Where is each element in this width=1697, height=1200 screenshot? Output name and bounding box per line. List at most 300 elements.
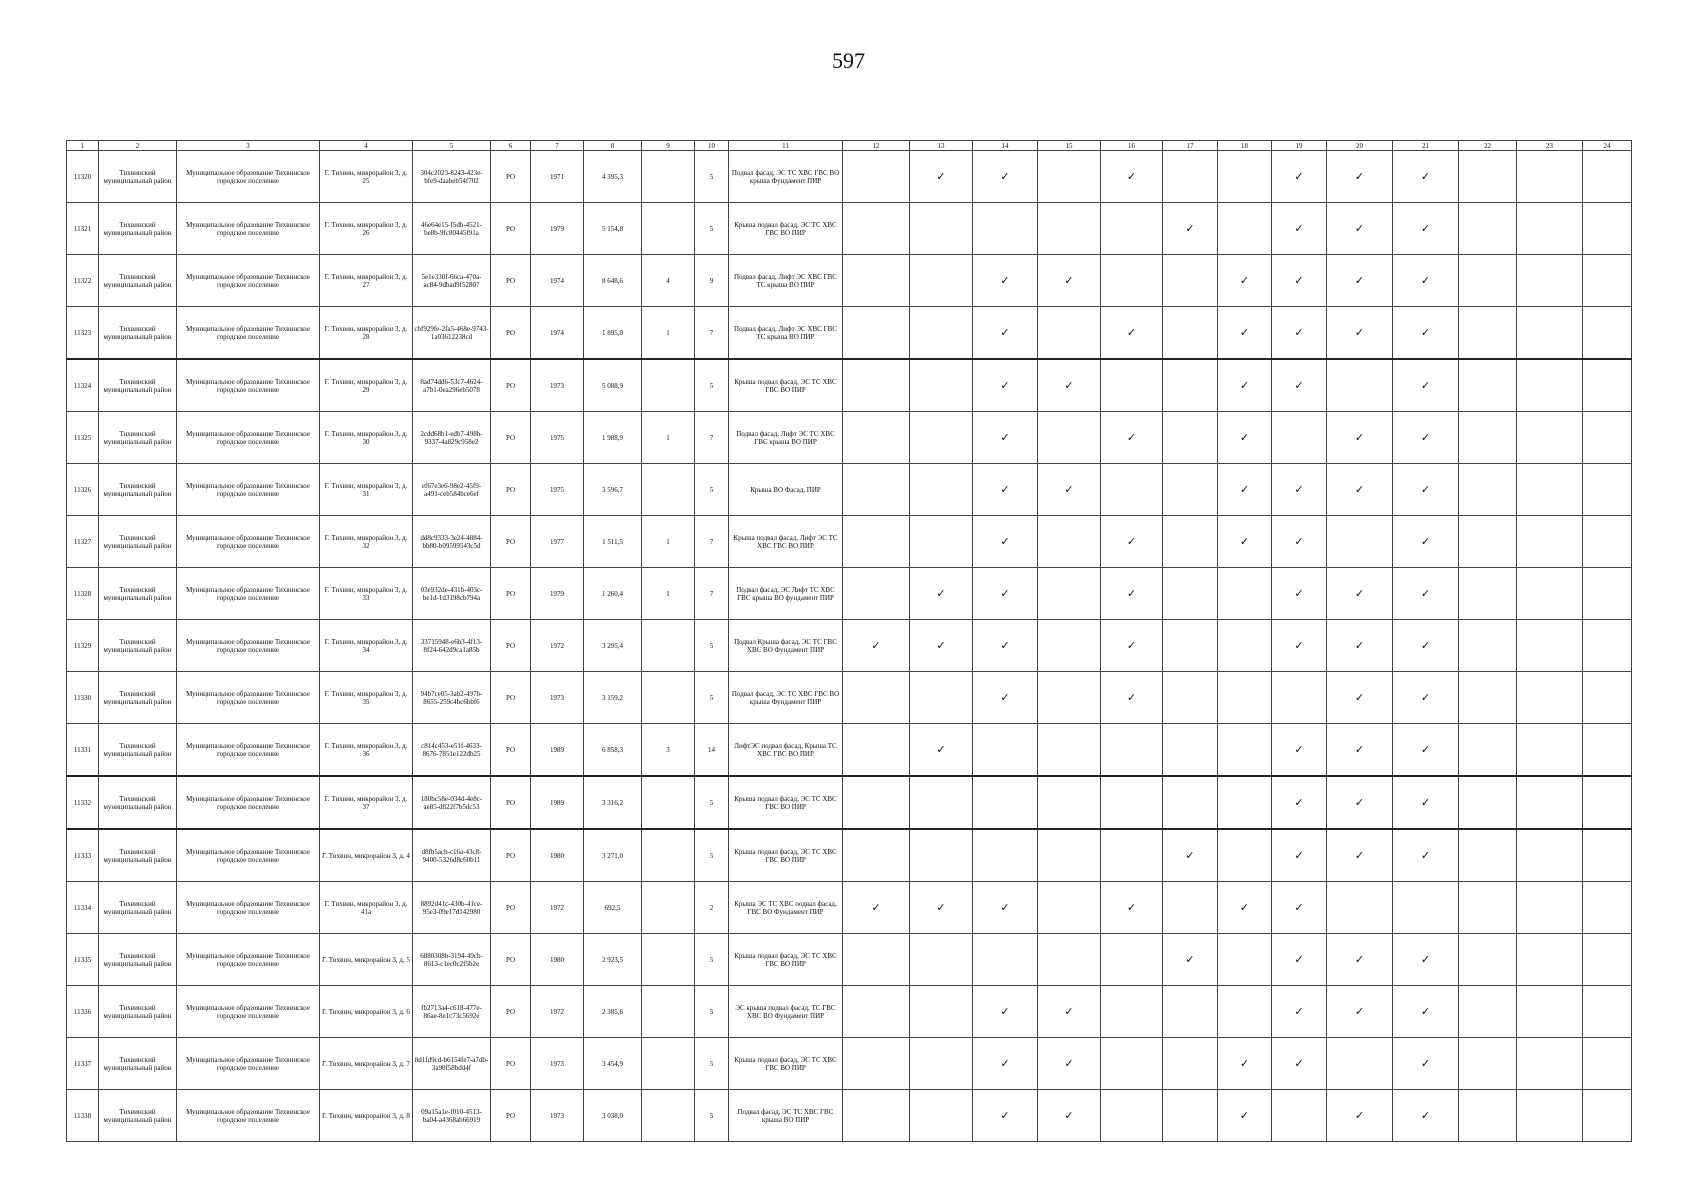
check-mark-icon: ✓ [1272, 882, 1327, 934]
table-cell-empty [1038, 516, 1101, 568]
table-cell: 11321 [67, 203, 99, 255]
check-mark-icon: ✓ [1038, 1090, 1101, 1142]
check-mark-icon: ✓ [1272, 151, 1327, 203]
table-cell-empty [1163, 151, 1218, 203]
table-cell-empty [1218, 934, 1272, 986]
table-cell: Муниципальное образование Тихвинское городское поселение [177, 412, 320, 464]
table-cell: 5 [695, 776, 729, 829]
table-cell-empty [1517, 934, 1583, 986]
table-cell-empty [910, 464, 973, 516]
table-cell-empty [1583, 1090, 1632, 1142]
table-cell: Тихвинский муниципальный район [99, 776, 177, 829]
check-mark-icon: ✓ [1393, 776, 1459, 829]
table-cell-empty [1101, 1038, 1163, 1090]
table-cell: Крыша подвал фасад, Лифт ЭС ТС ХВС ГВС ВО ПИР [729, 516, 843, 568]
table-cell: Подвал фасад, ЭС ТС ХВС ГВС ВО крыша Фундамент ПИР [729, 672, 843, 724]
table-cell: 180bc58e-034d-4e8c-ae85-d822f7b5dc53 [413, 776, 491, 829]
table-cell-empty [1517, 516, 1583, 568]
table-cell: 5 [695, 1090, 729, 1142]
table-cell: 3 038,0 [584, 1090, 642, 1142]
table-cell: 11336 [67, 986, 99, 1038]
check-mark-icon: ✓ [1327, 986, 1393, 1038]
table-cell: 11333 [67, 829, 99, 882]
table-cell-empty [1517, 412, 1583, 464]
table-cell: Г. Тихвин, микрорайон 3, д. 35 [320, 672, 413, 724]
table-cell: Г. Тихвин, микрорайон 3, д. 26 [320, 203, 413, 255]
table-cell: 03e932de-431b-403c-be1d-1d3198cb794a [413, 568, 491, 620]
table-cell: Муниципальное образование Тихвинское городское поселение [177, 1090, 320, 1142]
table-cell-empty [1459, 1090, 1517, 1142]
table-cell-empty [843, 464, 910, 516]
check-mark-icon: ✓ [1038, 255, 1101, 307]
table-cell-empty [1583, 934, 1632, 986]
check-mark-icon: ✓ [973, 620, 1038, 672]
table-cell-empty [1583, 1038, 1632, 1090]
check-mark-icon: ✓ [1272, 986, 1327, 1038]
table-row [67, 151, 1632, 203]
table-cell-empty [910, 203, 973, 255]
table-cell-empty [843, 1038, 910, 1090]
table-cell: 1 260,4 [584, 568, 642, 620]
table-cell: Тихвинский муниципальный район [99, 672, 177, 724]
check-mark-icon: ✓ [1038, 986, 1101, 1038]
table-cell: Муниципальное образование Тихвинское городское поселение [177, 151, 320, 203]
column-number: 22 [1459, 141, 1517, 151]
table-row [67, 255, 1632, 307]
table-cell-empty [1517, 882, 1583, 934]
table-cell-empty [1163, 986, 1218, 1038]
table-row [67, 412, 1632, 464]
table-cell: 11335 [67, 934, 99, 986]
register-table [66, 140, 1632, 1142]
table-cell: Муниципальное образование Тихвинское городское поселение [177, 359, 320, 412]
table-cell: РО [491, 307, 531, 360]
column-number: 10 [695, 141, 729, 151]
table-cell: РО [491, 359, 531, 412]
table-cell: Крыша подвал фасад, ЭС ТС ХВС ГВС ВО ПИР [729, 203, 843, 255]
check-mark-icon: ✓ [1393, 724, 1459, 777]
table-cell [642, 986, 695, 1038]
table-cell: РО [491, 829, 531, 882]
table-cell-empty [1583, 516, 1632, 568]
column-number: 6 [491, 141, 531, 151]
table-cell-empty [1517, 464, 1583, 516]
table-cell: Крыша подвал фасад, ЭС ТС ХВС ГВС ВО ПИР [729, 829, 843, 882]
table-cell-empty [1517, 151, 1583, 203]
table-cell: Подвал фасад, ЭС ТС ХВС ГВС крыша ВО ПИР [729, 1090, 843, 1142]
table-cell-empty [1583, 620, 1632, 672]
table-cell-empty [1163, 1090, 1218, 1142]
table-cell-empty [1163, 776, 1218, 829]
table-cell: 1973 [531, 672, 584, 724]
check-mark-icon: ✓ [1327, 568, 1393, 620]
table-cell: fb2713a4-c618-477e-86ae-8e1c73c5692e [413, 986, 491, 1038]
table-cell-empty [1218, 620, 1272, 672]
column-number-header [67, 141, 1632, 151]
table-cell-empty [1517, 776, 1583, 829]
table-cell-empty [1517, 672, 1583, 724]
table-cell: Муниципальное образование Тихвинское городское поселение [177, 882, 320, 934]
table-cell: ЛифтЭС подвал фасад, Крыша ТС ХВС ГВС ВО ПИР [729, 724, 843, 777]
table-cell: Г. Тихвин, микрорайон 3, д. 7 [320, 1038, 413, 1090]
table-cell: 3 159,2 [584, 672, 642, 724]
table-cell: 5 [695, 203, 729, 255]
column-number: 11 [729, 141, 843, 151]
check-mark-icon: ✓ [973, 255, 1038, 307]
table-cell-empty [843, 516, 910, 568]
table-cell [642, 829, 695, 882]
table-cell: 46e64e15-f5db-4521-be8b-9fc80445f91a [413, 203, 491, 255]
table-cell: Подвал фасад, Лифт ЭС ХВС ГВС ТС крыша ВО ПИР [729, 255, 843, 307]
check-mark-icon: ✓ [973, 359, 1038, 412]
table-cell: 2 923,5 [584, 934, 642, 986]
table-cell-empty [1218, 829, 1272, 882]
check-mark-icon: ✓ [1393, 516, 1459, 568]
check-mark-icon: ✓ [1272, 464, 1327, 516]
table-row [67, 516, 1632, 568]
table-cell: 1 [642, 516, 695, 568]
table-cell: Подвал фасад, ЭС Лифт ТС ХВС ГВС крыша ВО фундамент ПИР [729, 568, 843, 620]
table-cell: 5 088,9 [584, 359, 642, 412]
table-cell: Муниципальное образование Тихвинское городское поселение [177, 620, 320, 672]
table-cell: 09a15a1e-f010-4513-ba04-a4368ab66919 [413, 1090, 491, 1142]
table-cell: Г. Тихвин, микрорайон 3, д. 30 [320, 412, 413, 464]
table-cell-empty [1459, 620, 1517, 672]
check-mark-icon: ✓ [973, 412, 1038, 464]
table-cell: 11322 [67, 255, 99, 307]
table-cell-empty [1038, 882, 1101, 934]
table-cell-empty [973, 724, 1038, 777]
table-cell: 1972 [531, 882, 584, 934]
check-mark-icon: ✓ [1327, 724, 1393, 777]
table-cell: Подвал фасад, Лифт ЭС ХВС ГВС ТС крыша ВО ПИР [729, 307, 843, 360]
table-cell-empty [1459, 882, 1517, 934]
check-mark-icon: ✓ [1393, 359, 1459, 412]
check-mark-icon: ✓ [1218, 307, 1272, 360]
table-cell-empty [1517, 1038, 1583, 1090]
check-mark-icon: ✓ [1272, 255, 1327, 307]
table-cell: Тихвинский муниципальный район [99, 203, 177, 255]
table-cell: Подвал фасад, ЭС ТС ХВС ГВС ВО крыша Фундамент ПИР [729, 151, 843, 203]
table-cell: Тихвинский муниципальный район [99, 1038, 177, 1090]
table-cell: 7 [695, 516, 729, 568]
table-cell: Муниципальное образование Тихвинское городское поселение [177, 672, 320, 724]
table-cell-empty [1583, 724, 1632, 777]
table-cell: Муниципальное образование Тихвинское городское поселение [177, 307, 320, 360]
column-number: 16 [1101, 141, 1163, 151]
check-mark-icon: ✓ [1272, 776, 1327, 829]
table-cell: РО [491, 412, 531, 464]
check-mark-icon: ✓ [1327, 672, 1393, 724]
table-cell: cbf929fe-2fa5-468e-9743-1a03612238cd [413, 307, 491, 360]
table-cell: 5 [695, 464, 729, 516]
table-cell: Крыша подвал фасад, ЭС ТС ХВС ГВС ВО ПИР [729, 1038, 843, 1090]
table-cell-empty [1583, 829, 1632, 882]
table-cell: 11338 [67, 1090, 99, 1142]
table-cell: 5 [695, 986, 729, 1038]
table-cell-empty [843, 1090, 910, 1142]
table-cell-empty [910, 412, 973, 464]
table-cell-empty [1218, 203, 1272, 255]
check-mark-icon: ✓ [1101, 412, 1163, 464]
table-cell: Муниципальное образование Тихвинское городское поселение [177, 829, 320, 882]
table-cell: Тихвинский муниципальный район [99, 151, 177, 203]
table-cell-empty [1517, 568, 1583, 620]
column-number: 8 [584, 141, 642, 151]
table-cell: 3 295,4 [584, 620, 642, 672]
table-cell: 8d1fd9cd-b6154fe7-a7db-3a90f58bdd4f [413, 1038, 491, 1090]
check-mark-icon: ✓ [1272, 307, 1327, 360]
table-cell: 1 895,0 [584, 307, 642, 360]
check-mark-icon: ✓ [1393, 934, 1459, 986]
table-cell-empty [843, 568, 910, 620]
table-cell [642, 672, 695, 724]
table-cell: 5 [695, 620, 729, 672]
table-cell-empty [1163, 359, 1218, 412]
table-cell: 7 [695, 568, 729, 620]
table-cell-empty [1459, 255, 1517, 307]
table-row [67, 1090, 1632, 1142]
table-cell: 11324 [67, 359, 99, 412]
table-cell-empty [1038, 307, 1101, 360]
table-cell: 3 271,0 [584, 829, 642, 882]
table-cell: 5 [695, 1038, 729, 1090]
table-cell: Подвал фасад, Лифт ЭС ТС ХВС ГВС крыша ВО ПИР [729, 412, 843, 464]
table-cell-empty [1327, 1038, 1393, 1090]
table-cell: Тихвинский муниципальный район [99, 1090, 177, 1142]
check-mark-icon: ✓ [1163, 203, 1218, 255]
table-cell-empty [1218, 724, 1272, 777]
table-cell: Муниципальное образование Тихвинское городское поселение [177, 986, 320, 1038]
table-cell-empty [843, 359, 910, 412]
table-cell: 1 [642, 307, 695, 360]
table-cell: Крыша подвал фасад, ЭС ТС ХВС ГВС ВО ПИР [729, 359, 843, 412]
table-cell: 1989 [531, 776, 584, 829]
check-mark-icon: ✓ [973, 516, 1038, 568]
table-cell-empty [1101, 776, 1163, 829]
column-number: 24 [1583, 141, 1632, 151]
table-cell-empty [1272, 672, 1327, 724]
check-mark-icon: ✓ [1218, 412, 1272, 464]
check-mark-icon: ✓ [1218, 882, 1272, 934]
column-number: 3 [177, 141, 320, 151]
table-cell: 1 988,9 [584, 412, 642, 464]
check-mark-icon: ✓ [1393, 829, 1459, 882]
table-cell: Г. Тихвин, микрорайон 3, д. 8 [320, 1090, 413, 1142]
table-cell-empty [1327, 882, 1393, 934]
register-table-body [67, 141, 1632, 1142]
check-mark-icon: ✓ [1393, 986, 1459, 1038]
table-cell: Крыша подвал фасад, ЭС ТС ХВС ГВС ВО ПИР [729, 934, 843, 986]
table-cell [642, 1038, 695, 1090]
table-row [67, 829, 1632, 882]
table-cell [642, 464, 695, 516]
check-mark-icon: ✓ [843, 620, 910, 672]
check-mark-icon: ✓ [1038, 1038, 1101, 1090]
table-cell: 1973 [531, 1038, 584, 1090]
table-cell: 11326 [67, 464, 99, 516]
table-cell: 11329 [67, 620, 99, 672]
table-cell-empty [1038, 568, 1101, 620]
table-cell: 11320 [67, 151, 99, 203]
table-cell-empty [1459, 151, 1517, 203]
table-cell: Тихвинский муниципальный район [99, 359, 177, 412]
table-cell: ЭС крыша подвал фасад, ТС ГВС ХВС ВО Фундамент ПИР [729, 986, 843, 1038]
table-cell-empty [843, 151, 910, 203]
table-cell-empty [1517, 724, 1583, 777]
check-mark-icon: ✓ [1393, 203, 1459, 255]
table-cell: Г. Тихвин, микрорайон 3, д. 4 [320, 829, 413, 882]
table-cell-empty [1583, 307, 1632, 360]
table-cell-empty [1101, 203, 1163, 255]
table-cell-empty [843, 829, 910, 882]
column-number: 2 [99, 141, 177, 151]
table-cell: 11330 [67, 672, 99, 724]
table-cell: 1974 [531, 307, 584, 360]
table-cell-empty [843, 255, 910, 307]
table-cell: 1972 [531, 620, 584, 672]
check-mark-icon: ✓ [1038, 464, 1101, 516]
table-cell: 1975 [531, 412, 584, 464]
table-cell-empty [1327, 516, 1393, 568]
table-cell-empty [1038, 934, 1101, 986]
table-cell: 11332 [67, 776, 99, 829]
table-cell-empty [1218, 776, 1272, 829]
table-cell-empty [1459, 203, 1517, 255]
table-row [67, 620, 1632, 672]
check-mark-icon: ✓ [1218, 464, 1272, 516]
table-cell: 2 [695, 882, 729, 934]
check-mark-icon: ✓ [1393, 1090, 1459, 1142]
table-cell-empty [1218, 151, 1272, 203]
table-cell-empty [1101, 934, 1163, 986]
table-cell: 8 648,6 [584, 255, 642, 307]
table-cell: 7 [695, 307, 729, 360]
check-mark-icon: ✓ [1272, 516, 1327, 568]
table-cell-empty [1327, 359, 1393, 412]
table-cell: Г. Тихвин, микрорайон 3, д. 41а [320, 882, 413, 934]
table-cell-empty [910, 986, 973, 1038]
table-cell-empty [910, 776, 973, 829]
check-mark-icon: ✓ [1272, 620, 1327, 672]
table-cell: РО [491, 464, 531, 516]
table-cell: Г. Тихвин, микрорайон 3, д. 33 [320, 568, 413, 620]
table-cell [642, 151, 695, 203]
check-mark-icon: ✓ [973, 672, 1038, 724]
table-cell-empty [1583, 464, 1632, 516]
check-mark-icon: ✓ [1327, 412, 1393, 464]
table-cell-empty [1101, 464, 1163, 516]
table-cell: 8ad74dd6-53c7-4624-a7b1-0ea296eb5078 [413, 359, 491, 412]
table-cell-empty [1459, 412, 1517, 464]
column-number: 15 [1038, 141, 1101, 151]
table-cell-empty [910, 934, 973, 986]
table-cell: Тихвинский муниципальный район [99, 882, 177, 934]
table-cell: РО [491, 151, 531, 203]
table-cell: Крыша ВО Фасад, ПИР [729, 464, 843, 516]
check-mark-icon: ✓ [1327, 934, 1393, 986]
check-mark-icon: ✓ [1101, 151, 1163, 203]
check-mark-icon: ✓ [1101, 672, 1163, 724]
table-cell: РО [491, 934, 531, 986]
table-cell: 5 [695, 672, 729, 724]
table-cell: Г. Тихвин, микрорайон 3, д. 34 [320, 620, 413, 672]
table-cell: РО [491, 1090, 531, 1142]
table-cell: 5 154,8 [584, 203, 642, 255]
table-cell-empty [1459, 672, 1517, 724]
table-cell: 11331 [67, 724, 99, 777]
table-row [67, 359, 1632, 412]
table-cell: Г. Тихвин, микрорайон 3, д. 25 [320, 151, 413, 203]
check-mark-icon: ✓ [1393, 412, 1459, 464]
table-cell: Муниципальное образование Тихвинское городское поселение [177, 568, 320, 620]
table-row [67, 203, 1632, 255]
table-cell: 1980 [531, 934, 584, 986]
check-mark-icon: ✓ [1218, 359, 1272, 412]
table-cell-empty [973, 776, 1038, 829]
check-mark-icon: ✓ [1327, 203, 1393, 255]
table-cell: Тихвинский муниципальный район [99, 724, 177, 777]
check-mark-icon: ✓ [1101, 307, 1163, 360]
table-cell: 11337 [67, 1038, 99, 1090]
table-cell-empty [1459, 464, 1517, 516]
column-number: 4 [320, 141, 413, 151]
table-row [67, 1038, 1632, 1090]
check-mark-icon: ✓ [1393, 1038, 1459, 1090]
table-cell-empty [1583, 986, 1632, 1038]
check-mark-icon: ✓ [1327, 1090, 1393, 1142]
table-cell: 94b7ce05-3ab2-497b-8655-259c4bc6bbf6 [413, 672, 491, 724]
check-mark-icon: ✓ [1163, 934, 1218, 986]
check-mark-icon: ✓ [1327, 307, 1393, 360]
table-cell: Г. Тихвин, микрорайон 3, д. 32 [320, 516, 413, 568]
table-cell: 11323 [67, 307, 99, 360]
table-cell: 7 [695, 412, 729, 464]
table-cell-empty [910, 1038, 973, 1090]
table-cell: РО [491, 986, 531, 1038]
check-mark-icon: ✓ [973, 1038, 1038, 1090]
table-cell: 1977 [531, 516, 584, 568]
table-cell: 1 [642, 568, 695, 620]
check-mark-icon: ✓ [910, 568, 973, 620]
check-mark-icon: ✓ [1393, 151, 1459, 203]
table-cell: 1972 [531, 986, 584, 1038]
table-cell-empty [1038, 203, 1101, 255]
check-mark-icon: ✓ [973, 568, 1038, 620]
check-mark-icon: ✓ [1272, 359, 1327, 412]
table-cell-empty [1583, 203, 1632, 255]
table-cell: 2cdd68b1-edb7-498b-9337-4a829c958e2 [413, 412, 491, 464]
check-mark-icon: ✓ [1272, 1038, 1327, 1090]
table-cell: 304c2023-8243-423e-bfe9-daabeb54f702 [413, 151, 491, 203]
table-cell-empty [1583, 359, 1632, 412]
table-cell: РО [491, 255, 531, 307]
table-cell: 1975 [531, 464, 584, 516]
table-cell: 33715948-e6b3-4f13-8f24-642d9ca1a85b [413, 620, 491, 672]
check-mark-icon: ✓ [1272, 934, 1327, 986]
table-cell: 1971 [531, 151, 584, 203]
table-cell: Г. Тихвин, микрорайон 3, д. 6 [320, 986, 413, 1038]
table-row [67, 672, 1632, 724]
table-cell: Г. Тихвин, микрорайон 3, д. 29 [320, 359, 413, 412]
table-cell: 1 [642, 412, 695, 464]
table-cell: 1973 [531, 359, 584, 412]
check-mark-icon: ✓ [1393, 672, 1459, 724]
table-cell-empty [1583, 255, 1632, 307]
table-cell-empty [1583, 151, 1632, 203]
table-cell: Г. Тихвин, микрорайон 3, д. 27 [320, 255, 413, 307]
table-cell: 11328 [67, 568, 99, 620]
